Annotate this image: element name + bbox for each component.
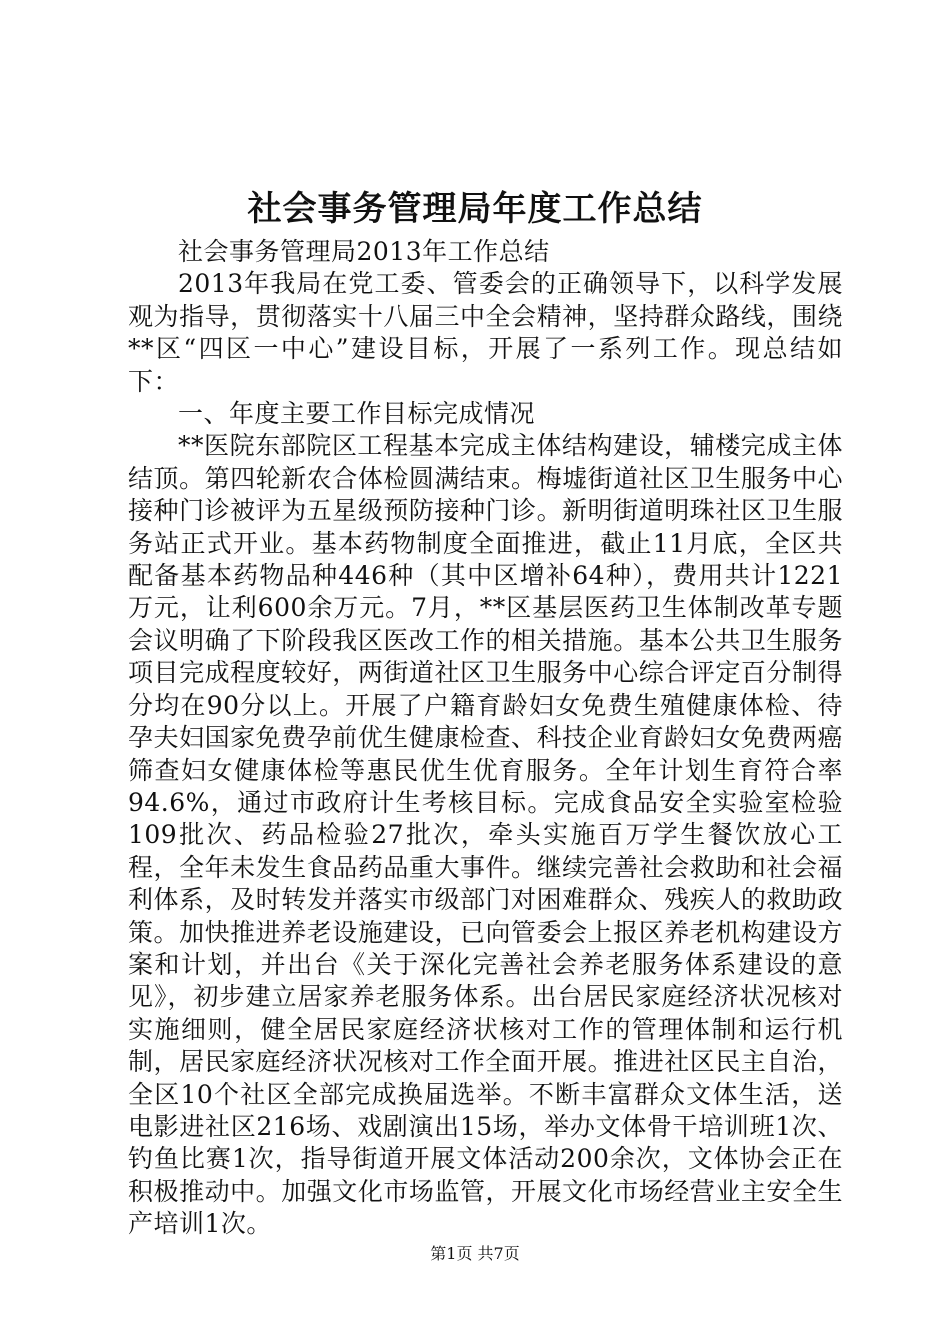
document-body	[128, 236, 843, 1241]
page-footer: 第1页 共7页	[430, 1244, 520, 1263]
paragraph-section-heading: 一、年度主要工作目标完成情况	[178, 399, 536, 429]
paragraph-main-content: **医院东部院区工程基本完成主体结构建设，辅楼完成主体结顶。第四轮新农合体检圆满结束。梅墟街道社区卫生服务中心接种门诊被评为五星级预防接种门诊。新明街道明珠社区卫生服务站正式开业。基本药物制度全面推进，截止11月底，全区共配备基本药物品种446种（其中区增补64种），费用共计1221万元，让利600余万元。7月，**区基层医药卫生体制改革专题会议明确了下阶段我区医改工作的相关措施。基本公共卫生服务项目完成程度较好，两街道社区卫生服务中心综合评定百分制得分均在90分以上。开展了户籍育龄妇女免费生殖健康体检、待孕夫妇国家免费孕前优生健康检查、科技企业育龄妇女免费两癌筛查妇女健康体检等惠民优生优育服务。全年计划生育符合率94.6%，通过市政府计生考核目标。完成食品安全实验室检验109批次、药品检验27批次，牵头实施百万学生餐饮放心工程，全年未发生食品药品重大事件。继续完善社会救助和社会福利体系，及时转发并落实市级部门对困难群众、残疾人的救助政策。加快推进养老设施建设，已向管委会上报区养老机构建设方案和计划，并出台《关于深化完善社会养老服务体系建设的意见》，初步建立居家养老服务体系。出台居民家庭经济状况核对实施细则，健全居民家庭经济状核对工作的管理体制和运行机制，居民家庭经济状况核对工作全面开展。推进社区民主自治，全区10个社区全部完成换届选举。不断丰富群众文体生活，送电影进社区216场、戏剧演出15场，举办文体骨干培训班1次、钓鱼比赛1次，指导街道开展文体活动200余次，文体协会正在积极推动中。加强文化市场监管，开展文化市场经营业主安全生产培训1次。	[128, 431, 843, 1239]
paragraph-subtitle: 社会事务管理局2013年工作总结	[178, 237, 550, 266]
paragraph-intro: 2013年我局在党工委、管委会的正确领导下，以科学发展观为指导，贯彻落实十八届三中全会精神，坚持群众路线，围绕**区“四区一中心”建设目标，开展了一系列工作。现总结如下：	[128, 269, 843, 396]
document-title: 社会事务管理局年度工作总结	[247, 189, 703, 229]
